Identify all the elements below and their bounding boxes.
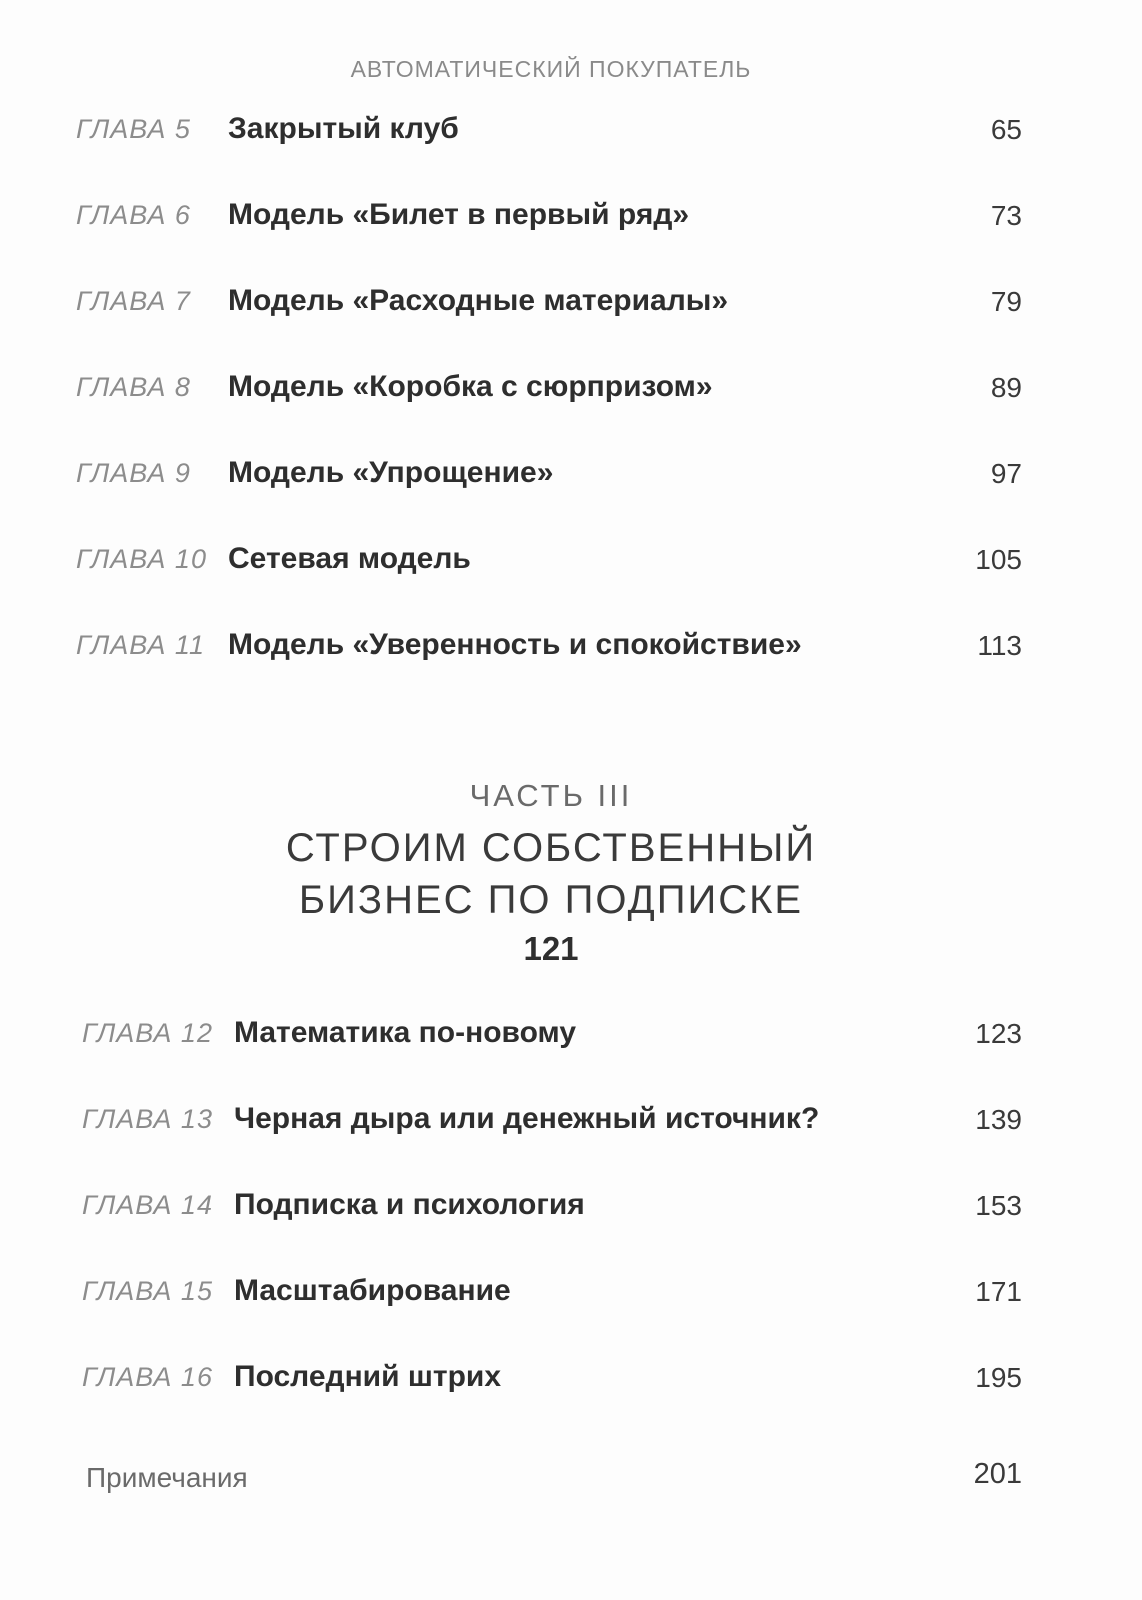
- chapter-page-number: 97: [990, 458, 1022, 489]
- toc-entry-chapter-10[interactable]: [76, 544, 1022, 588]
- chapter-title: Сетевая модель: [228, 542, 471, 575]
- chapter-page-number: 73: [990, 200, 1022, 231]
- chapter-title: Модель «Коробка с сюрпризом»: [228, 370, 713, 403]
- chapter-title: Модель «Упрощение»: [228, 456, 554, 489]
- chapter-page-number: 195: [975, 1362, 1022, 1393]
- chapter-label: ГЛАВА 5: [76, 114, 191, 144]
- chapter-label: ГЛАВА 7: [76, 286, 191, 316]
- chapter-label: ГЛАВА 11: [76, 630, 205, 660]
- toc-entry-chapter-15[interactable]: [82, 1276, 1022, 1320]
- chapter-label: ГЛАВА 16: [82, 1362, 213, 1392]
- chapter-label: ГЛАВА 6: [76, 200, 191, 230]
- toc-entry-chapter-13[interactable]: [82, 1104, 1022, 1148]
- chapter-title: Масштабирование: [234, 1274, 511, 1307]
- toc-entry-chapter-7[interactable]: [76, 286, 1022, 330]
- chapter-label: ГЛАВА 12: [82, 1018, 213, 1048]
- part-title[interactable]: [0, 822, 1102, 926]
- chapter-label: ГЛАВА 14: [82, 1190, 213, 1220]
- chapter-page-number: 65: [990, 114, 1022, 145]
- chapter-page-number: 79: [990, 286, 1022, 317]
- chapter-title: Закрытый клуб: [228, 112, 459, 145]
- toc-entry-chapter-6[interactable]: [76, 200, 1022, 244]
- toc-entry-notes[interactable]: [86, 1458, 1022, 1506]
- notes-page-number: 201: [973, 1458, 1022, 1490]
- chapter-title: Последний штрих: [234, 1360, 502, 1393]
- chapter-title: Модель «Расходные материалы»: [228, 284, 729, 317]
- chapter-page-number: 153: [975, 1190, 1022, 1221]
- part-title-line-2: БИЗНЕС ПО ПОДПИСКЕ: [298, 878, 804, 922]
- chapter-title: Черная дыра или денежный источник?: [234, 1102, 820, 1135]
- part-page-number: 121: [523, 930, 579, 967]
- toc-entry-chapter-8[interactable]: [76, 372, 1022, 416]
- toc-entry-chapter-12[interactable]: [82, 1018, 1022, 1062]
- chapter-label: ГЛАВА 9: [76, 458, 191, 488]
- chapter-page-number: 113: [977, 630, 1022, 661]
- chapter-label: ГЛАВА 8: [76, 372, 191, 402]
- toc-entry-chapter-16[interactable]: [82, 1362, 1022, 1406]
- toc-entry-chapter-9[interactable]: [76, 458, 1022, 502]
- chapter-label: ГЛАВА 15: [82, 1276, 213, 1306]
- chapter-page-number: 105: [975, 544, 1022, 575]
- notes-label: Примечания: [86, 1462, 248, 1493]
- part-label: ЧАСТЬ III: [469, 778, 633, 813]
- chapter-page-number: 171: [975, 1276, 1022, 1307]
- chapter-label: ГЛАВА 10: [76, 544, 207, 574]
- chapter-title: Математика по-новому: [234, 1016, 577, 1049]
- running-head: АВТОМАТИЧЕСКИЙ ПОКУПАТЕЛЬ: [350, 56, 752, 82]
- chapter-title: Подписка и психология: [234, 1188, 585, 1221]
- chapter-page-number: 123: [975, 1018, 1022, 1049]
- chapter-title: Модель «Уверенность и спокойствие»: [228, 628, 802, 661]
- chapter-page-number: 89: [990, 372, 1022, 403]
- chapter-label: ГЛАВА 13: [82, 1104, 213, 1134]
- chapter-title: Модель «Билет в первый ряд»: [228, 198, 690, 231]
- chapter-page-number: 139: [975, 1104, 1022, 1135]
- toc-entry-chapter-5[interactable]: [76, 114, 1022, 158]
- part-title-line-1: СТРОИМ СОБСТВЕННЫЙ: [285, 826, 817, 870]
- toc-entry-chapter-11[interactable]: [76, 630, 1022, 674]
- toc-entry-chapter-14[interactable]: [82, 1190, 1022, 1234]
